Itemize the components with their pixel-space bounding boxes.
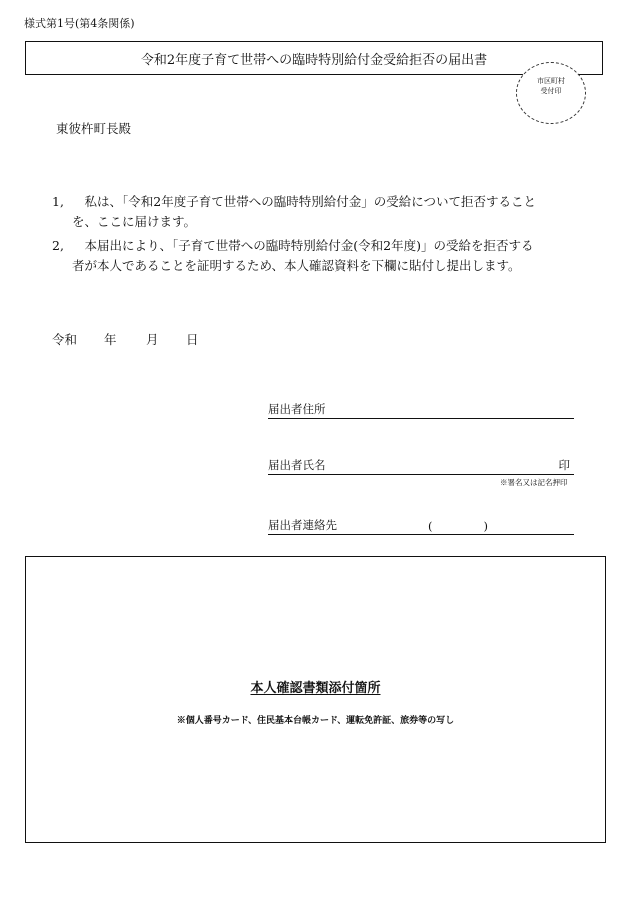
attachment-title-text: 本人確認書類添付箇所 <box>250 681 381 696</box>
item-text-line2: 者が本人であることを証明するため、本人確認資料を下欄に貼付し提出します。 <box>72 258 521 273</box>
item-number: 2, <box>52 238 64 253</box>
name-label: 届出者氏名 <box>268 458 326 472</box>
address-label: 届出者住所 <box>268 402 326 416</box>
paren-close: ) <box>483 519 488 533</box>
attachment-note: ※個人番号カード、住民基本台帳カード、運転免許証、旅券等の写し <box>176 716 455 726</box>
document-title-box <box>25 41 603 75</box>
item-text-line2: を、ここに届けます。 <box>72 214 197 229</box>
item-number: 1, <box>52 194 64 209</box>
sign-note: ※署名又は記名押印 <box>500 478 568 487</box>
seal-mark: 印 <box>558 458 570 472</box>
stamp-label-line2: 受付印 <box>540 87 562 95</box>
item-text-line1: 私は、「令和2年度子育て世帯への臨時特別給付金」の受給について拒否すること <box>72 194 536 209</box>
date-month: 月 <box>146 332 159 347</box>
paren-open: ( <box>428 519 433 533</box>
date-era: 令和 <box>52 332 78 347</box>
form-number: 様式第1号(第4条関係) <box>24 17 135 30</box>
stamp-label-line1: 市区町村 <box>537 77 565 85</box>
contact-field[interactable] <box>268 516 574 535</box>
date-year: 年 <box>104 332 117 347</box>
contact-label: 届出者連絡先 <box>268 518 337 532</box>
document-title: 令和2年度子育て世帯への臨時特別給付金受給拒否の届出書 <box>140 52 488 68</box>
reception-stamp-circle <box>516 62 586 124</box>
id-attachment-area <box>25 556 606 843</box>
name-field[interactable] <box>268 456 574 475</box>
address-field[interactable] <box>268 400 574 419</box>
item-text-line1: 本届出により、「子育て世帯への臨時特別給付金(令和2年度)」の受給を拒否する <box>72 238 534 253</box>
attachment-title <box>26 677 605 696</box>
addressee: 東彼杵町長殿 <box>56 121 132 136</box>
date-day: 日 <box>186 332 199 347</box>
